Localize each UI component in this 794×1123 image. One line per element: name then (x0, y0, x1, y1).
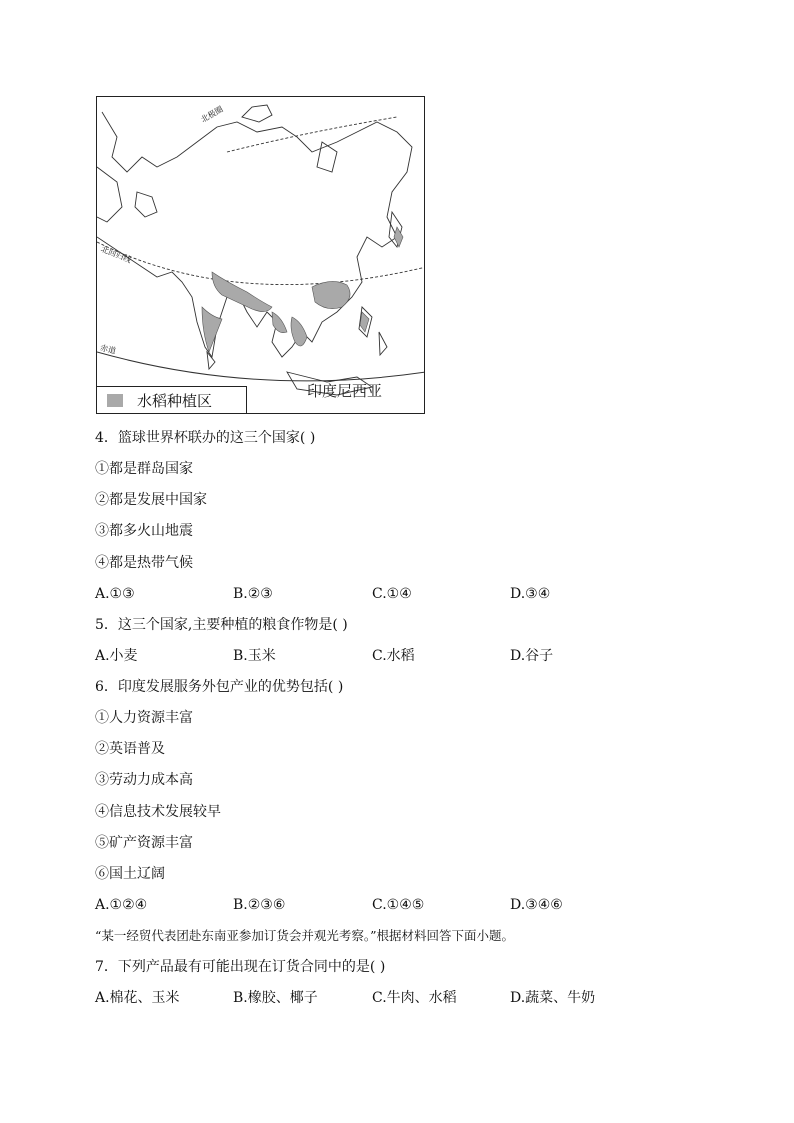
question-4-statement-1: ①都是群岛国家 (95, 461, 193, 477)
question-4-option-c: C.①④ (372, 586, 412, 602)
question-6-option-b: B.②③⑥ (233, 897, 286, 913)
question-4-statement-2: ②都是发展中国家 (95, 492, 207, 508)
arctic-circle-label: 北极圈 (199, 104, 225, 125)
question-4-option-d: D.③④ (510, 586, 551, 602)
indonesia-label: 印度尼西亚 (307, 382, 383, 400)
question-6-statement-6: ⑥国土辽阔 (95, 866, 165, 882)
material-text: “某一经贸代表团赴东南亚参加订货会并观光考察。”根据材料回答下面小题。 (95, 928, 515, 943)
equator-label: 赤道 (99, 343, 117, 356)
tropic-line (97, 242, 425, 285)
question-6-stem: 6．印度发展服务外包产业的优势包括( ) (95, 679, 344, 695)
question-6-option-c: C.①④⑤ (372, 897, 425, 913)
question-6-statement-5: ⑤矿产资源丰富 (95, 835, 193, 851)
question-7-option-c: C.牛肉、水稻 (372, 990, 457, 1006)
question-5-option-d: D.谷子 (510, 648, 554, 664)
question-7-option-b: B.橡胶、椰子 (233, 990, 318, 1006)
question-7-option-d: D.蔬菜、牛奶 (510, 990, 596, 1006)
question-4-statement-3: ③都多火山地震 (95, 523, 193, 539)
arctic-circle-line (227, 117, 397, 152)
question-5-option-c: C.水稻 (372, 648, 415, 664)
map-legend (97, 386, 247, 413)
rice-area-swatch (107, 394, 123, 407)
equator-line (97, 352, 425, 381)
question-6-statement-2: ②英语普及 (95, 741, 165, 757)
question-7-option-a: A.棉花、玉米 (95, 990, 180, 1006)
question-4-option-b: B.②③ (233, 586, 273, 602)
question-5-option-a: A.小麦 (95, 648, 138, 664)
legend-label: 水稻种植区 (137, 391, 213, 410)
tropic-of-cancer-label: 北回归线 (99, 244, 133, 265)
question-6-option-d: D.③④⑥ (510, 897, 563, 913)
question-4-stem: 4．篮球世界杯联办的这三个国家( ) (95, 430, 316, 446)
question-4-statement-4: ④都是热带气候 (95, 555, 193, 571)
asia-map (96, 96, 425, 414)
question-4-option-a: A.①③ (95, 586, 135, 602)
question-6-option-a: A.①②④ (95, 897, 148, 913)
question-6-statement-4: ④信息技术发展较早 (95, 804, 221, 820)
question-6-statement-3: ③劳动力成本高 (95, 772, 193, 788)
question-5-option-b: B.玉米 (233, 648, 276, 664)
rice-area-shapes (202, 227, 403, 352)
question-7-stem: 7．下列产品最有可能出现在订货合同中的是( ) (95, 959, 386, 975)
map-drawing (97, 97, 425, 414)
question-5-stem: 5．这三个国家,主要种植的粮食作物是( ) (95, 617, 348, 633)
question-6-statement-1: ①人力资源丰富 (95, 710, 193, 726)
coastlines (97, 105, 412, 395)
